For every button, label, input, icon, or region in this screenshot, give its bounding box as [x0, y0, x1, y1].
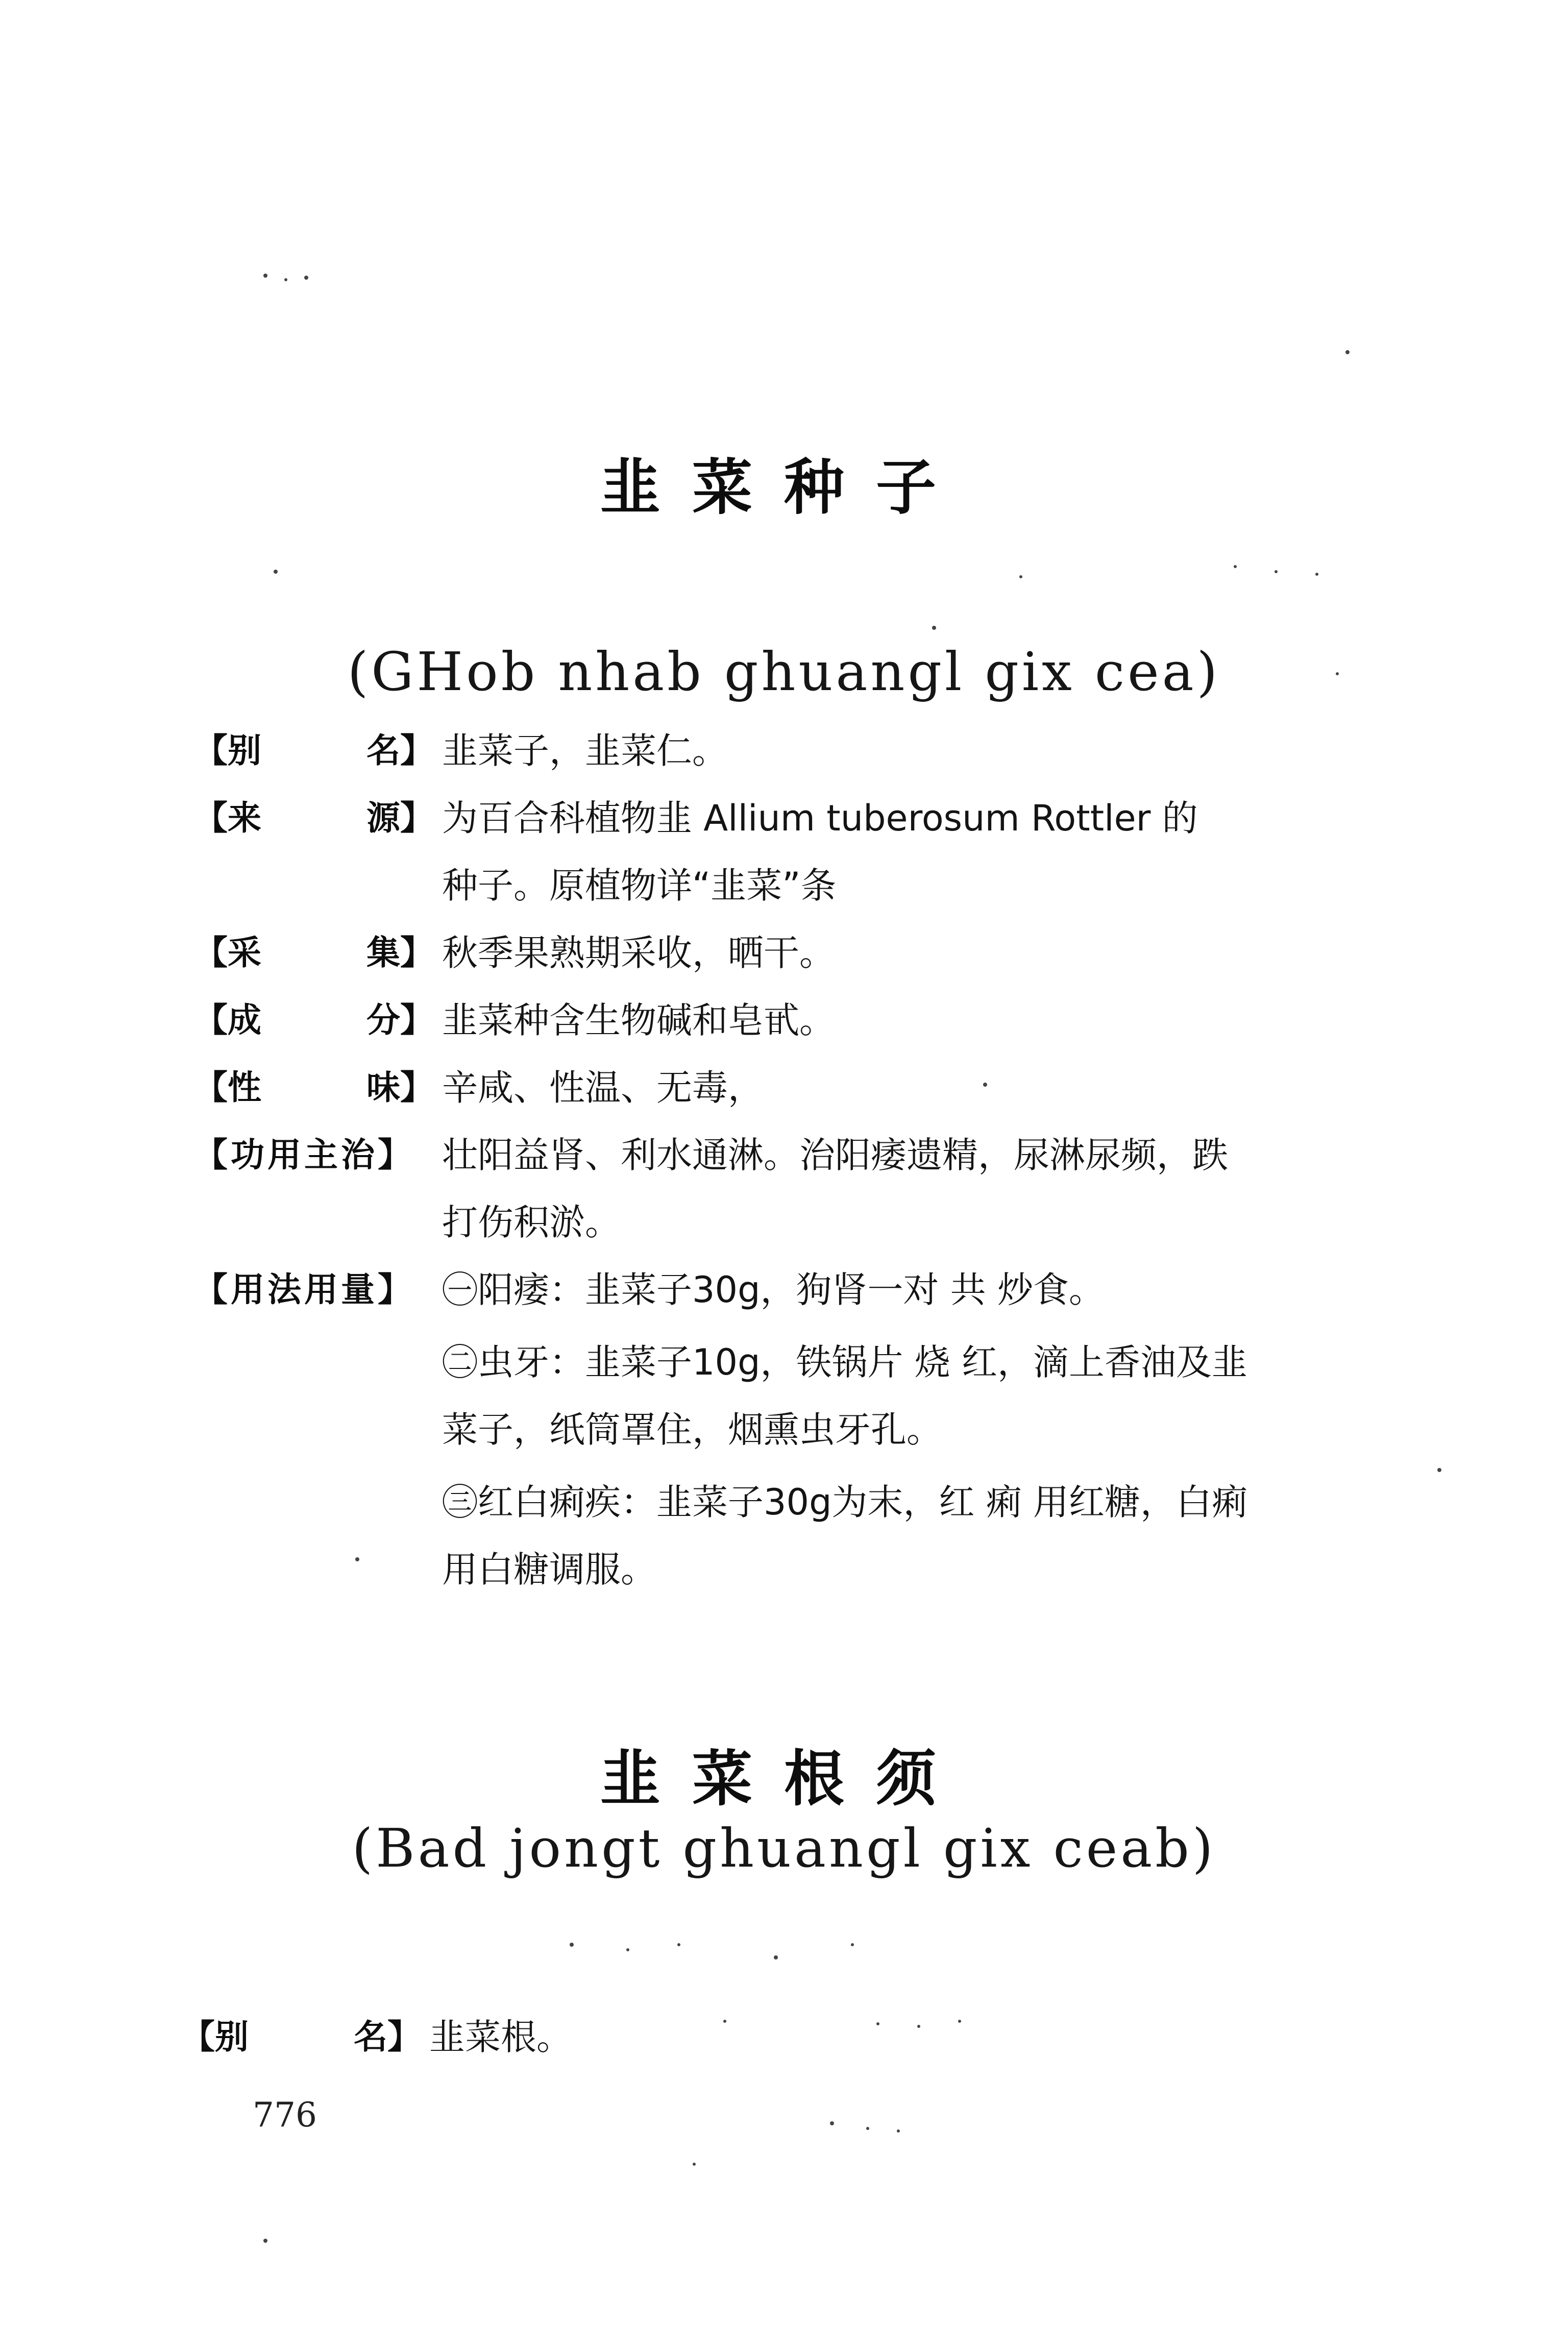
field-text: 秋季果熟期采收，晒干。 [442, 932, 835, 974]
field-usage-dosage: 【用法用量】 ㊀阳痿：韭菜子30g，狗肾一对 共 炒食。 ㊁虫牙：韭菜子10g，铁锅片 烧 红，滴上香油及韭 菜子，纸筒罩住，烟熏虫牙孔。 ㊂红白痢疾：韭菜子30g为末，红 痢 用红糖，白痢 用白糖调服。 [194, 1256, 1429, 1603]
entry-subtitle: (GHob nhab ghuangl gix cea) [347, 641, 1221, 703]
page-number: 776 [253, 2095, 317, 2135]
field-components: 【 成 分 】 韭菜种含生物碱和皂甙。 [194, 987, 1429, 1054]
field-alias: 【 别 名 】 韭菜根。 [181, 2003, 1416, 2071]
field-text: 为百合科植物韭 Allium tuberosum Rottler 的 种子。原植物详“韭菜”条 [442, 797, 1198, 906]
field-text: 韭菜种含生物碱和皂甙。 [442, 999, 835, 1041]
field-alias: 【 别 名 】 韭菜子，韭菜仁。 [194, 717, 1429, 785]
usage-item: ㊀阳痿：韭菜子30g，狗肾一对 共 炒食。 [442, 1269, 1105, 1311]
entry-title: 韭菜根须 [600, 1744, 968, 1814]
field-indications: 【功用主治】 壮阳益肾、利水通淋。治阳痿遗精，尿淋尿频，跌 打伤积淤。 [194, 1121, 1429, 1256]
field-nature-taste: 【 性 味 】 辛咸、性温、无毒， [194, 1054, 1429, 1121]
entry-title: 韭菜种子 [600, 452, 968, 523]
field-text: 辛咸、性温、无毒， [442, 1067, 764, 1109]
entry-subtitle: (Bad jongt ghuangl gix ceab) [352, 1817, 1216, 1879]
field-text: 韭菜根。 [429, 2016, 572, 2058]
field-text: 韭菜子，韭菜仁。 [442, 730, 728, 772]
field-text: 壮阳益肾、利水通淋。治阳痿遗精，尿淋尿频，跌 打伤积淤。 [442, 1134, 1228, 1243]
field-source: 【 来 源 】 为百合科植物韭 Allium tuberosum Rottler 的 种子。原植物详“韭菜”条 [194, 785, 1429, 919]
field-collection: 【 采 集 】 秋季果熟期采收，晒干。 [194, 919, 1429, 987]
usage-item: ㊂红白痢疾：韭菜子30g为末，红 痢 用红糖，白痢 用白糖调服。 [442, 1481, 1248, 1590]
usage-item: ㊁虫牙：韭菜子10g，铁锅片 烧 红，滴上香油及韭 菜子，纸筒罩住，烟熏虫牙孔。 [442, 1341, 1248, 1451]
